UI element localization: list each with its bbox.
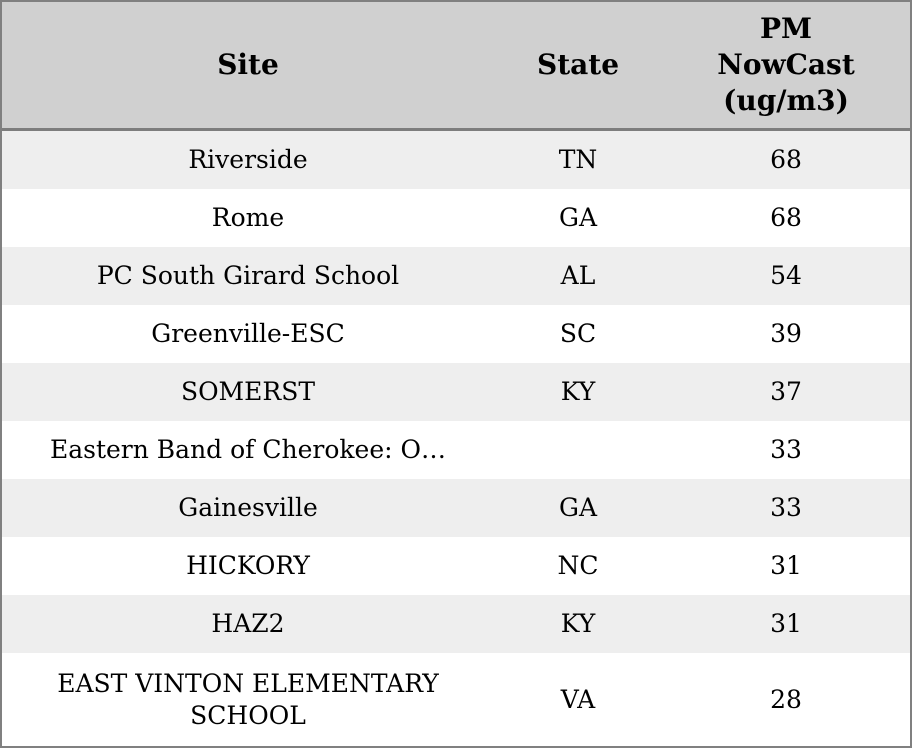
pm-value-cell: 33: [770, 435, 802, 464]
site-cell: Gainesville: [178, 493, 318, 522]
state-cell: TN: [558, 145, 598, 174]
state-cell: GA: [558, 203, 598, 232]
table-row: [2, 537, 910, 595]
table-row: [2, 595, 910, 653]
pm-value-cell: 68: [770, 145, 802, 174]
site-cell: Greenville-ESC: [151, 319, 345, 348]
column-header-state: [494, 2, 662, 128]
site-cell: HICKORY: [186, 551, 310, 580]
column-header-site: [2, 2, 494, 128]
site-cell: EAST VINTON ELEMENTARY SCHOOL: [57, 668, 439, 730]
pm-value-cell: 28: [770, 684, 802, 714]
table-row: [2, 131, 910, 189]
state-cell: KY: [560, 609, 596, 638]
site-cell: SOMERST: [180, 377, 316, 406]
site-cell: HAZ2: [211, 609, 285, 638]
site-cell: Eastern Band of Cherokee: O…: [49, 435, 447, 464]
column-header-state-label: State: [536, 48, 620, 82]
state-cell: KY: [560, 377, 596, 406]
state-cell: GA: [558, 493, 598, 522]
pm-value-cell: 31: [770, 551, 802, 580]
state-cell: VA: [560, 684, 596, 714]
state-cell: [494, 421, 662, 479]
site-cell: Rome: [211, 203, 285, 232]
table-header-row: [2, 2, 910, 131]
table-row: [2, 421, 910, 479]
state-cell: AL: [560, 261, 596, 290]
table-row: [2, 479, 910, 537]
column-header-pm-nowcast: [662, 2, 910, 128]
pm-value-cell: 54: [770, 261, 802, 290]
column-header-site-label: Site: [217, 48, 279, 82]
pm-value-cell: 33: [770, 493, 802, 522]
table-row: [2, 305, 910, 363]
table-row: [2, 189, 910, 247]
table-row: [2, 363, 910, 421]
table-row: [2, 653, 910, 746]
pm-value-cell: 31: [770, 609, 802, 638]
pm-value-cell: 39: [770, 319, 802, 348]
pm-value-cell: 37: [770, 377, 802, 406]
site-cell: Riverside: [188, 145, 308, 174]
site-cell: PC South Girard School: [96, 261, 400, 290]
state-cell: NC: [557, 551, 599, 580]
column-header-pm-nowcast-label: PM NowCast (ug/m3): [717, 12, 855, 117]
state-cell: SC: [559, 319, 597, 348]
pm-value-cell: 68: [770, 203, 802, 232]
table-row: [2, 247, 910, 305]
